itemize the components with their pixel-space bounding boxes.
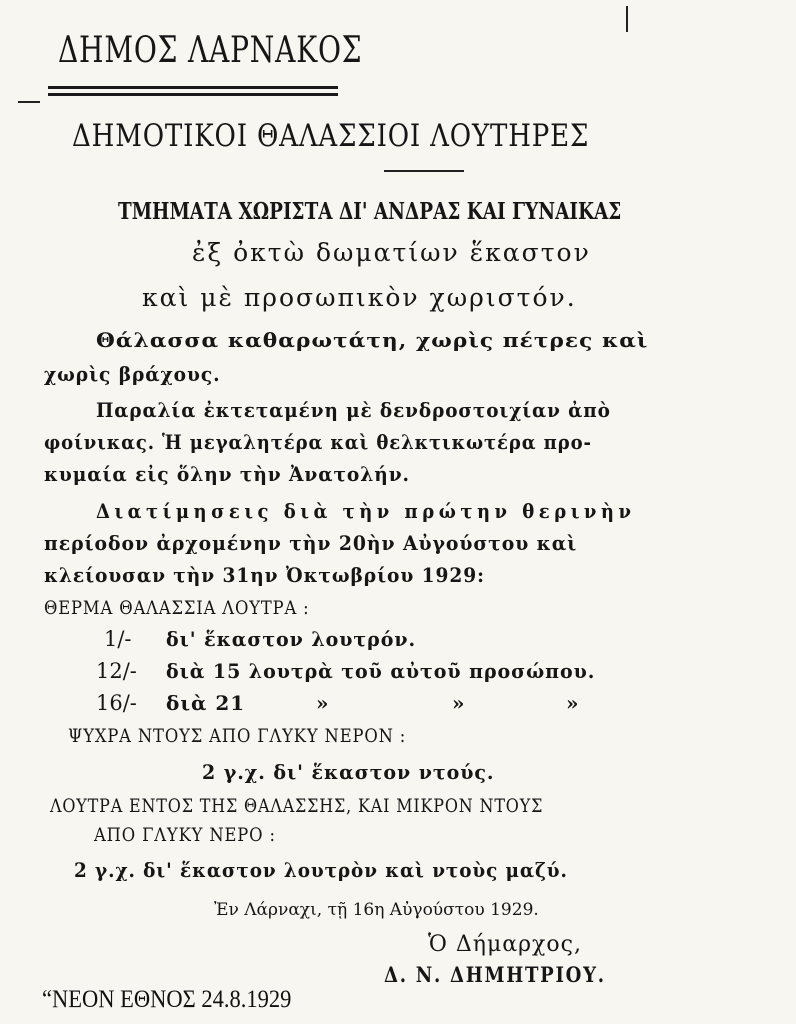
margin-dash — [18, 101, 40, 103]
rate-description: διὰ 21 — [166, 691, 246, 715]
sea-baths-heading: ΛΟΥΤΡΑ ΕΝΤΟΣ ΤΗΣ ΘΑΛΑΣΣΗΣ, ΚΑΙ ΜΙΚΡΟΝ ΝΤΟΥΣ — [50, 795, 544, 817]
rate-description: δι' ἕκαστον λουτρόν. — [166, 627, 417, 651]
ditto-mark: » — [566, 691, 580, 715]
masthead-rule-top — [48, 86, 338, 89]
shower-rate: 2 γ.χ. δι' ἕκαστον ντούς. — [202, 760, 495, 784]
cold-showers-heading: ΨΥΧΡΑ ΝΤΟΥΣ ΑΠΟ ΓΛΥΚΥ ΝΕΡΟΝ : — [68, 725, 407, 747]
paragraph-line: Θάλασσα καθαρωτάτη, χωρὶς πέτρες καὶ — [96, 328, 649, 352]
paragraph-line: φοίνικας. Ἡ μεγαλητέρα καὶ θελκτικωτέρα προ- — [44, 430, 592, 454]
paragraph-line: Παραλία ἐκτεταμένη μὲ δενδροστοιχίαν ἀπὸ — [96, 398, 611, 422]
rate-amount: 16/- — [96, 691, 137, 715]
title-underline — [384, 170, 464, 172]
intro-line-2: καὶ μὲ προσωπικὸν χωριστόν. — [142, 283, 577, 312]
rate-description: διὰ 15 λουτρὰ τοῦ αὐτοῦ προσώπου. — [166, 659, 596, 683]
notice-title: ΔΗΜΟΤΙΚΟΙ ΘΑΛΑΣΣΙΟΙ ΛΟΥΤΗΡΕΣ — [72, 118, 590, 154]
signer-title: Ὁ Δήμαρχος, — [428, 932, 582, 957]
ditto-mark: » — [316, 691, 330, 715]
sea-bath-rate: 2 γ.χ. δι' ἕκαστον λουτρὸν καὶ ντοὺς μαζύ. — [74, 858, 568, 882]
masthead-rule-bottom — [48, 93, 338, 96]
source-caption: “ΝΕΟΝ ΕΘΝΟΣ 24.8.1929 — [42, 986, 292, 1013]
paragraph-line: Διατίμησεις διὰ τὴν πρώτην θερινὴν — [96, 499, 636, 523]
rate-amount: 1/- — [104, 627, 132, 651]
paragraph-line: κυμαία εἰς ὅλην τὴν Ἀνατολήν. — [44, 462, 410, 486]
paragraph-line: χωρὶς βράχους. — [44, 362, 221, 386]
notice-date: Ἐν Λάρναχι, τῇ 16η Αὐγούστου 1929. — [214, 900, 539, 920]
paragraph-line: περίοδον ἀρχομένην τὴν 20ὴν Αὐγούστου καὶ — [44, 531, 578, 555]
hot-baths-heading: ΘΕΡΜΑ ΘΑΛΑΣΣΙΑ ΛΟΥΤΡΑ : — [44, 597, 310, 619]
intro-line-1: ἐξ ὀκτὼ δωματίων ἕκαστον — [192, 238, 591, 267]
paragraph-line: κλείουσαν τὴν 31ην Ὀκτωβρίου 1929: — [44, 563, 485, 587]
intro-heading: ΤΜΗΜΑΤΑ ΧΩΡΙΣΤΑ ΔΙ' ΑΝΔΡΑΣ ΚΑΙ ΓΥΝΑΙΚΑΣ — [118, 198, 622, 225]
ditto-mark: » — [452, 691, 466, 715]
signer-name: Δ. Ν. ΔΗΜΗΤΡΙΟΥ. — [384, 962, 606, 987]
rate-amount: 12/- — [96, 659, 137, 683]
margin-mark — [626, 6, 628, 32]
sea-baths-heading-cont: ΑΠΟ ΓΛΥΚΥ ΝΕΡΟ : — [94, 824, 276, 846]
municipality-masthead: ΔΗΜΟΣ ΛΑΡΝΑΚΟΣ — [58, 30, 363, 71]
